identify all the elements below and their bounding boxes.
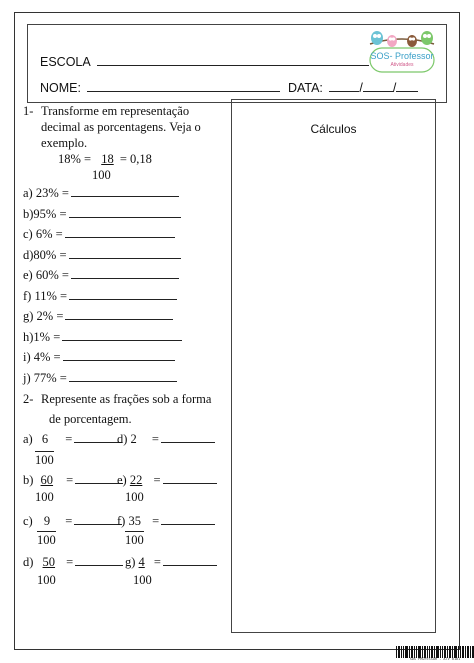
list-item bbox=[23, 186, 179, 201]
question-1-line2: decimal as porcentagens. Veja o bbox=[41, 120, 201, 134]
list-item bbox=[23, 350, 175, 365]
item-text: 1% = bbox=[33, 330, 61, 344]
item-letter: d) bbox=[117, 432, 128, 446]
list-item bbox=[23, 207, 181, 222]
answer-blank bbox=[69, 289, 177, 300]
date-slash-2: / bbox=[392, 81, 397, 95]
calculos-title: Cálculos bbox=[310, 122, 357, 136]
answer-blank bbox=[71, 186, 179, 197]
day-blank bbox=[329, 80, 359, 92]
fraction-item bbox=[23, 514, 122, 529]
item-letter: b) bbox=[23, 207, 34, 221]
year-blank bbox=[396, 80, 418, 92]
answer-blank bbox=[161, 432, 215, 443]
fraction-item bbox=[117, 432, 215, 447]
fraction-denominator: 100 bbox=[37, 573, 56, 587]
question-2-number: 2- bbox=[23, 392, 34, 406]
equals-sign: = bbox=[65, 514, 73, 528]
fraction-denominator: 100 bbox=[133, 573, 152, 587]
item-letter: g) bbox=[125, 555, 136, 569]
fraction-numerator: 6 bbox=[41, 432, 49, 446]
barcode-image bbox=[396, 645, 474, 662]
item-text: 6% = bbox=[35, 227, 63, 241]
fraction-item bbox=[117, 514, 215, 529]
list-item bbox=[23, 268, 179, 283]
question-2-line1: Represente as frações sob a forma bbox=[41, 392, 212, 406]
item-text: 23% = bbox=[35, 186, 69, 200]
item-letter: c) bbox=[23, 227, 33, 241]
answer-blank bbox=[62, 330, 182, 341]
answer-blank bbox=[74, 514, 122, 525]
date-slash-1: / bbox=[359, 81, 363, 95]
item-text: 80% = bbox=[33, 248, 67, 262]
fraction-numerator: 9 bbox=[43, 514, 51, 528]
logo-subtext: Atividades bbox=[390, 62, 414, 68]
answer-blank bbox=[65, 227, 175, 238]
list-item bbox=[23, 371, 177, 386]
item-text: 95% = bbox=[33, 207, 67, 221]
fraction-numerator: 60 bbox=[40, 473, 54, 487]
list-item bbox=[23, 227, 175, 242]
item-letter: f) bbox=[23, 289, 32, 303]
list-item bbox=[23, 248, 181, 263]
worksheet-page bbox=[14, 12, 460, 650]
item-letter: d) bbox=[23, 555, 34, 569]
data-label: DATA: bbox=[287, 81, 323, 95]
question-1-line1: Transforme em representação bbox=[41, 104, 190, 118]
equals-sign: = bbox=[66, 473, 74, 487]
question-2-line2: de porcentagem. bbox=[49, 412, 132, 426]
answer-blank bbox=[163, 555, 217, 566]
escola-blank bbox=[97, 54, 369, 66]
fraction-denominator: 100 bbox=[35, 453, 54, 467]
equals-sign: = bbox=[65, 432, 73, 446]
fraction-numerator: 35 bbox=[128, 514, 141, 528]
example-denominator: 100 bbox=[92, 168, 111, 182]
example-fraction bbox=[58, 152, 152, 167]
item-letter: i) bbox=[23, 350, 31, 364]
fraction-item bbox=[23, 555, 123, 570]
escola-label: ESCOLA bbox=[40, 55, 91, 69]
answer-blank bbox=[161, 514, 215, 525]
nome-label: NOME: bbox=[40, 81, 81, 95]
fraction-numerator: 50 bbox=[42, 555, 56, 569]
fraction-item bbox=[117, 473, 217, 488]
answer-blank bbox=[69, 371, 177, 382]
example-numerator: 18 bbox=[101, 152, 114, 166]
item-letter: e) bbox=[117, 473, 127, 487]
calculos-box bbox=[231, 99, 436, 633]
item-text: 60% = bbox=[35, 268, 69, 282]
example-left: 18% = bbox=[58, 152, 92, 166]
answer-blank bbox=[75, 555, 123, 566]
logo-text: SOS- Professor bbox=[370, 51, 434, 61]
fraction-item bbox=[23, 432, 122, 447]
question-1-line3: exemplo. bbox=[41, 136, 88, 150]
answer-blank bbox=[65, 309, 173, 320]
header-box bbox=[27, 24, 447, 103]
answer-blank bbox=[63, 350, 175, 361]
nome-line bbox=[40, 80, 418, 95]
equals-sign: = bbox=[152, 514, 160, 528]
item-letter: a) bbox=[23, 186, 33, 200]
item-letter: a) bbox=[23, 432, 33, 446]
item-text: 4% = bbox=[33, 350, 61, 364]
list-item bbox=[23, 289, 177, 304]
equals-sign: = bbox=[151, 432, 159, 446]
fraction-item bbox=[125, 555, 217, 570]
item-letter: c) bbox=[23, 514, 33, 528]
answer-blank bbox=[69, 207, 181, 218]
fraction-denominator: 100 bbox=[125, 490, 144, 504]
list-item bbox=[23, 330, 182, 345]
fraction-item bbox=[23, 473, 123, 488]
equals-sign: = bbox=[153, 473, 161, 487]
fraction-numerator: 4 bbox=[138, 555, 145, 569]
barcode-text: SOS PROFESSOR - ATV 0101 bbox=[409, 657, 461, 661]
item-letter: j) bbox=[23, 371, 31, 385]
item-letter: e) bbox=[23, 268, 33, 282]
fraction-denominator: 100 bbox=[35, 490, 54, 504]
item-letter: b) bbox=[23, 473, 34, 487]
question-1-number: 1- bbox=[23, 104, 34, 118]
sos-professor-logo bbox=[366, 28, 438, 76]
equals-sign: = bbox=[66, 555, 74, 569]
answer-blank bbox=[74, 432, 122, 443]
escola-line bbox=[40, 54, 369, 69]
fraction-numerator: 2 bbox=[130, 432, 137, 446]
equals-sign: = bbox=[153, 555, 161, 569]
fraction-denominator: 100 bbox=[125, 533, 144, 547]
answer-blank bbox=[163, 473, 217, 484]
fraction-denominator: 100 bbox=[37, 533, 56, 547]
item-text: 77% = bbox=[33, 371, 67, 385]
item-letter: h) bbox=[23, 330, 34, 344]
item-letter: g) bbox=[23, 309, 34, 323]
list-item bbox=[23, 309, 173, 324]
item-letter: d) bbox=[23, 248, 34, 262]
example-result: = 0,18 bbox=[119, 152, 152, 166]
fraction-numerator: 22 bbox=[129, 473, 143, 487]
answer-blank bbox=[71, 268, 179, 279]
answer-blank bbox=[69, 248, 181, 259]
item-letter: f) bbox=[117, 514, 126, 528]
item-text: 11% = bbox=[34, 289, 68, 303]
month-blank bbox=[363, 80, 393, 92]
nome-blank bbox=[87, 80, 280, 92]
item-text: 2% = bbox=[36, 309, 64, 323]
